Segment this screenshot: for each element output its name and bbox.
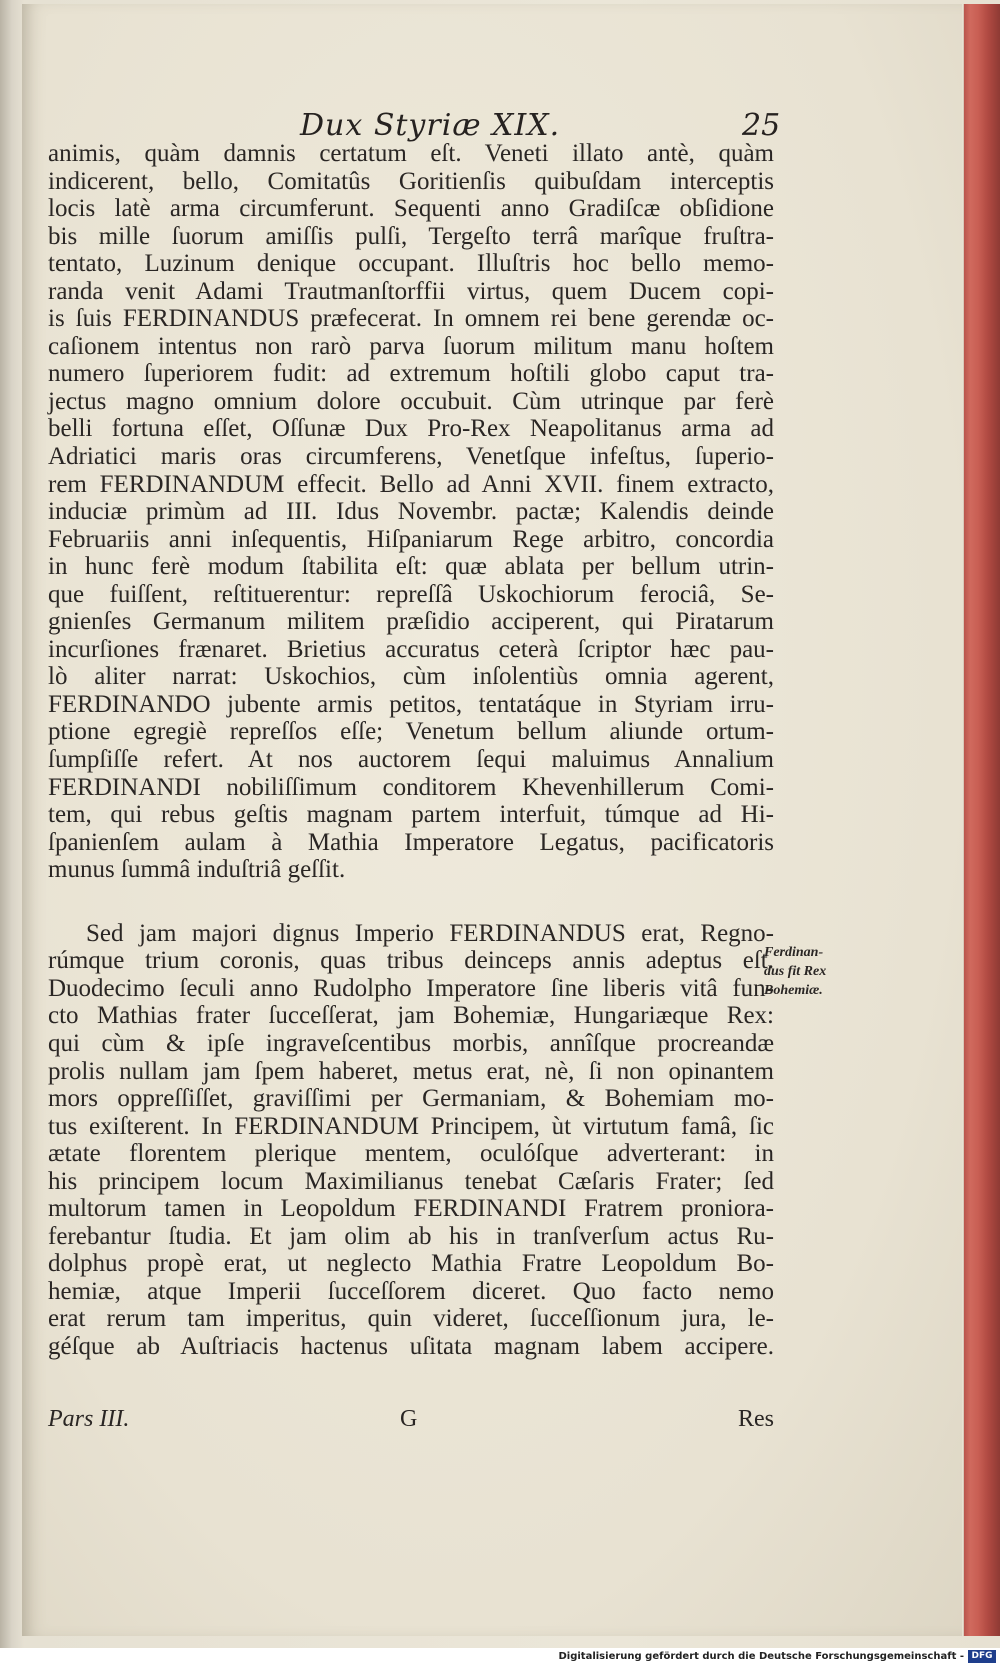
signature-part: Pars III.: [48, 1406, 130, 1432]
red-page-edge: [964, 4, 1000, 1636]
text-line: ſpanienſem aulam à Mathia Imperatore Legatus, pacificatoris: [48, 828, 774, 856]
text-line: Februariis anni inſequentis, Hiſpaniarum Rege arbitro, concordia: [48, 525, 774, 553]
text-line: randa venit Adami Trautmanſtorffii virtus, quem Ducem copi-: [48, 277, 774, 305]
text-line: gnienſes Germanum militem præſidio acciperent, qui Piratarum: [48, 608, 774, 636]
text-line: ſumpſiſſe refert. At nos auctorem ſequi maluimus Annalium: [48, 746, 774, 774]
text-line: munus ſummâ induſtriâ geſſit.: [48, 856, 346, 884]
text-line: géſque ab Auſtriacis hactenus uſitata magnam labem accipere.: [48, 1332, 774, 1360]
text-line: rúmque trium coronis, quas tribus deinceps annis adeptus eſt.: [48, 947, 774, 975]
text-line: rem FERDINANDUM effecit. Bello ad Anni XVII. finem extracto,: [48, 470, 774, 498]
paragraph-2: [48, 920, 774, 1361]
text-line: in hunc ferè modum ſtabilita eſt: quæ ablata per bellum utrin-: [48, 553, 774, 581]
paragraph-1: [48, 140, 774, 884]
text-line: bis mille ſuorum amiſſis pulſi, Tergeſto terrâ marîque fruſtra-: [48, 222, 774, 250]
text-line: jectus magno omnium dolore occubuit. Cùm utrinque par ferè: [48, 387, 774, 415]
text-line: caſionem intentus non rarò parva ſuorum militum manu hoſtem: [48, 332, 774, 360]
text-line: numero ſuperiorem fudit: ad extremum hoſtili globo caput tra-: [48, 360, 774, 388]
text-line: dolphus propè erat, ut neglecto Mathia Fratre Leopoldum Bo-: [48, 1250, 774, 1278]
main-text: [48, 140, 774, 1361]
text-line: locis latè arma circumferunt. Sequenti anno Gradiſcæ obſidione: [48, 195, 774, 223]
text-line: mors oppreſſiſſet, graviſſimi per Germaniam, & Bohemiam mo-: [48, 1085, 774, 1113]
text-line: his principem locum Maximilianus tenebat Cæſaris Frater; ſed: [48, 1167, 774, 1195]
text-line: induciæ primùm ad III. Idus Novembr. pactæ; Kalendis deinde: [48, 498, 774, 526]
text-line: Duodecimo ſeculi anno Rudolpho Imperatore ſine liberis vitâ fun-: [48, 974, 774, 1002]
text-line: ptione egregiè repreſſos eſſe; Venetum bellum aliunde ortum-: [48, 718, 774, 746]
text-line: hemiæ, atque Imperii ſucceſſorem diceret. Quo facto nemo: [48, 1277, 774, 1305]
catchword: Res: [738, 1406, 774, 1432]
text-line: ferebantur ſtudia. Et jam olim ab his in tranſverſum actus Ru-: [48, 1222, 774, 1250]
marginal-note-line: Ferdinan-: [764, 945, 824, 960]
paragraph-gap: [48, 884, 774, 920]
text-line: incurſiones frænaret. Brietius accuratus ceterà ſcriptor hæc pau-: [48, 635, 774, 663]
text-line: FERDINANDO jubente armis petitos, tentatáque in Styriam irru-: [48, 690, 774, 718]
text-line: Sed jam majori dignus Imperio FERDINANDUS erat, Regno-: [86, 919, 774, 947]
text-line: belli fortuna eſſet, Oſſunæ Dux Pro-Rex Neapolitanus arma ad: [48, 415, 774, 443]
page-footer: [48, 1406, 774, 1440]
text-line: cto Mathias frater ſucceſſerat, jam Bohemiæ, Hungariæque Rex:: [48, 1002, 774, 1030]
signature-mark: G: [400, 1406, 418, 1432]
marginal-note: [764, 943, 834, 1000]
text-line: is ſuis FERDINANDUS præfecerat. In omnem rei bene gerendæ oc-: [48, 305, 774, 333]
dfg-logo-icon: DFG: [968, 1650, 996, 1663]
text-line: indicerent, bello, Comitatûs Goritienſis quibuſdam interceptis: [48, 167, 774, 195]
text-line: que fuiſſent, reſtituerentur: repreſſâ Uskochiorum ferociâ, Se-: [48, 580, 774, 608]
page-number: 25: [742, 108, 781, 143]
text-line: animis, quàm damnis certatum eſt. Veneti illato antè, quàm: [48, 140, 774, 167]
text-line: tentato, Luzinum denique occupant. Illuſtris hoc bello memo-: [48, 250, 774, 278]
marginal-note-line: Bohemiæ.: [764, 983, 823, 998]
text-line: qui cùm & ipſe ingraveſcentibus morbis, annîſque procreandæ: [48, 1029, 774, 1057]
text-line: tem, qui rebus geſtis magnam partem interfuit, túmque ad Hi-: [48, 801, 774, 829]
text-line: prolis nullam jam ſpem haberet, metus erat, nè, ſi non opinantem: [48, 1057, 774, 1085]
credit-bar: [0, 1648, 1000, 1665]
text-line: tus exiſterent. In FERDINANDUM Principem, ùt virtutum famâ, ſic: [48, 1112, 774, 1140]
text-line: ætate florentem plerique mentem, oculóſque adverterant: in: [48, 1140, 774, 1168]
text-line: multorum tamen in Leopoldum FERDINANDI Fratrem proniora-: [48, 1195, 774, 1223]
text-line: Adriatici maris oras circumferens, Venetſque infeſtus, ſuperio-: [48, 443, 774, 471]
running-head: Dux Styriæ XIX.: [300, 108, 561, 143]
text-line: erat rerum tam imperitus, quin videret, ſucceſſionum jura, le-: [48, 1305, 774, 1333]
text-line: FERDINANDI nobiliſſimum conditorem Khevenhillerum Comi-: [48, 773, 774, 801]
credit-text: Digitalisierung gefördert durch die Deutsche Forschungsgemeinschaft -: [558, 1651, 964, 1662]
text-line: lò aliter narrat: Uskochios, cùm inſolentiùs omnia agerent,: [48, 663, 774, 691]
marginal-note-line: dus fit Rex: [764, 964, 827, 979]
